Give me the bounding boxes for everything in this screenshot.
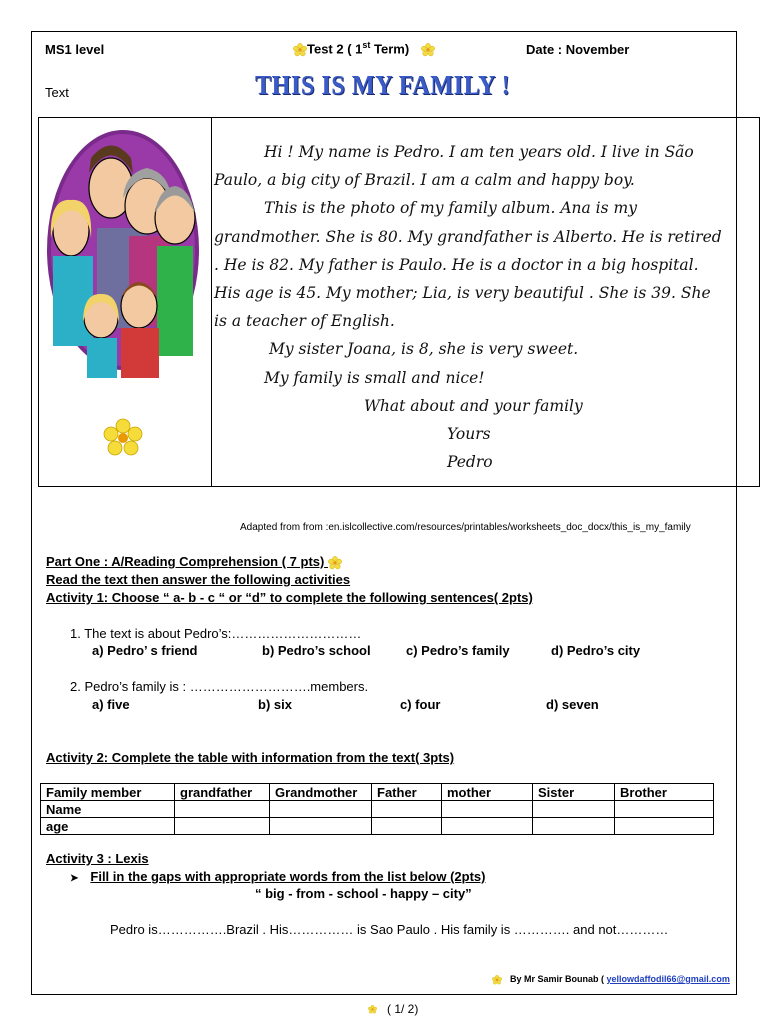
date-label: Date : November (526, 42, 630, 57)
table-cell[interactable] (533, 818, 615, 835)
table-header-cell: Family member (41, 784, 175, 801)
table-row-label: age (41, 818, 175, 835)
table-cell[interactable] (175, 818, 270, 835)
flower-icon (368, 1005, 377, 1014)
instruction: Read the text then answer the following activities (46, 572, 351, 587)
page-title: THIS IS MY FAMILY ! (255, 70, 511, 100)
question-2: 2. Pedro’s family is : ……………………….members. (70, 679, 369, 694)
table-header-cell: Sister (533, 784, 615, 801)
letter-signature: Pedro (447, 453, 493, 472)
table-cell[interactable] (372, 801, 442, 818)
letter-yours: Yours (447, 425, 491, 444)
table-row (41, 801, 714, 818)
author-text: By Mr Samir Bounab ( (510, 974, 607, 984)
activity-2: Activity 2: Complete the table with information from the text( 3pts) (46, 750, 455, 765)
q2-option-b: b) six (258, 697, 292, 712)
flower-icon (293, 43, 307, 57)
q1-option-d: d) Pedro’s city (551, 643, 641, 658)
activity-1: Activity 1: Choose “ a- b - c “ or “d” to complete the following sentences( 2pts) (46, 590, 533, 605)
lexis-instruction-text: Fill in the gaps with appropriate words from the list below (2pts) (90, 869, 486, 884)
table-row (41, 818, 714, 835)
q1-option-a: a) Pedro’ s friend (92, 643, 198, 658)
table-cell[interactable] (270, 818, 372, 835)
activity-3: Activity 3 : Lexis (46, 851, 149, 866)
table-cell[interactable] (615, 801, 714, 818)
author-credit (492, 974, 730, 985)
image-cell (39, 118, 212, 486)
author-email-link[interactable]: yellowdaffodil66@gmail.com (606, 974, 730, 984)
letter-para-4: My sister Joana, is 8, she is very sweet. (269, 340, 579, 359)
table-header-cell: mother (442, 784, 533, 801)
table-cell[interactable] (372, 818, 442, 835)
table-header-cell: Brother (615, 784, 714, 801)
gap-fill-sentence: Pedro is…………….Brazil . His…………… is Sao Paulo . His family is …………. and not………… (110, 922, 669, 937)
part-one-heading (46, 554, 342, 570)
lexis-instruction (70, 869, 485, 884)
flower-icon (421, 43, 435, 57)
page-number-text: ( 1/ 2) (387, 1002, 419, 1016)
q1-option-b: b) Pedro’s school (262, 643, 371, 658)
test-sup: st (362, 40, 371, 50)
arrow-bullet-icon: ➤ (70, 873, 79, 884)
family-table (40, 783, 714, 835)
table-header-row (41, 784, 714, 801)
family-illustration (39, 118, 211, 486)
letter-para-5: My family is small and nice! (264, 368, 485, 387)
q2-option-a: a) five (92, 697, 130, 712)
test-label (293, 40, 435, 57)
q2-option-c: c) four (400, 697, 441, 712)
flower-icon (328, 556, 342, 570)
word-list: “ big - from - school - happy – city” (255, 886, 472, 901)
table-header-cell: Grandmother (270, 784, 372, 801)
table-row-label: Name (41, 801, 175, 818)
part-one-heading-text: Part One : A/Reading Comprehension ( 7 pts) (46, 554, 325, 569)
q2-option-d: d) seven (546, 697, 599, 712)
table-header-cell: grandfather (175, 784, 270, 801)
q1-option-c: c) Pedro’s family (406, 643, 510, 658)
table-header-cell: Father (372, 784, 442, 801)
question-1: 1. The text is about Pedro’s:………………………… (70, 626, 362, 641)
source-note: Adapted from from :en.islcollective.com/resources/printables/worksheets_doc_docx/this_is_my_family (240, 522, 691, 533)
table-cell[interactable] (442, 818, 533, 835)
table-cell[interactable] (615, 818, 714, 835)
test-end: Term) (370, 41, 410, 57)
table-cell[interactable] (270, 801, 372, 818)
letter-para-2: This is the photo of my family album. Ana is my grandmother. She is 80. My grandfather is Alberto. He is retired . He is 82. My father is Paulo. He is a doctor in a big hospital. (214, 199, 722, 274)
flower-icon (492, 975, 502, 985)
table-cell[interactable] (533, 801, 615, 818)
text-label: Text (45, 85, 69, 100)
level-label: MS1 level (45, 42, 105, 57)
test-text: Test 2 ( 1 (307, 41, 363, 57)
table-cell[interactable] (175, 801, 270, 818)
page-number (368, 1002, 418, 1016)
letter-para-3: His age is 45. My mother; Lia, is very beautiful . She is 39. She is a teacher of English. (214, 284, 711, 331)
letter-text (214, 138, 724, 476)
letter-closing: What about and your family (364, 396, 583, 415)
table-cell[interactable] (442, 801, 533, 818)
letter-para-1: Hi ! My name is Pedro. I am ten years old. I live in São Paulo, a big city of Brazil. I am a calm and happy boy. (214, 143, 694, 190)
